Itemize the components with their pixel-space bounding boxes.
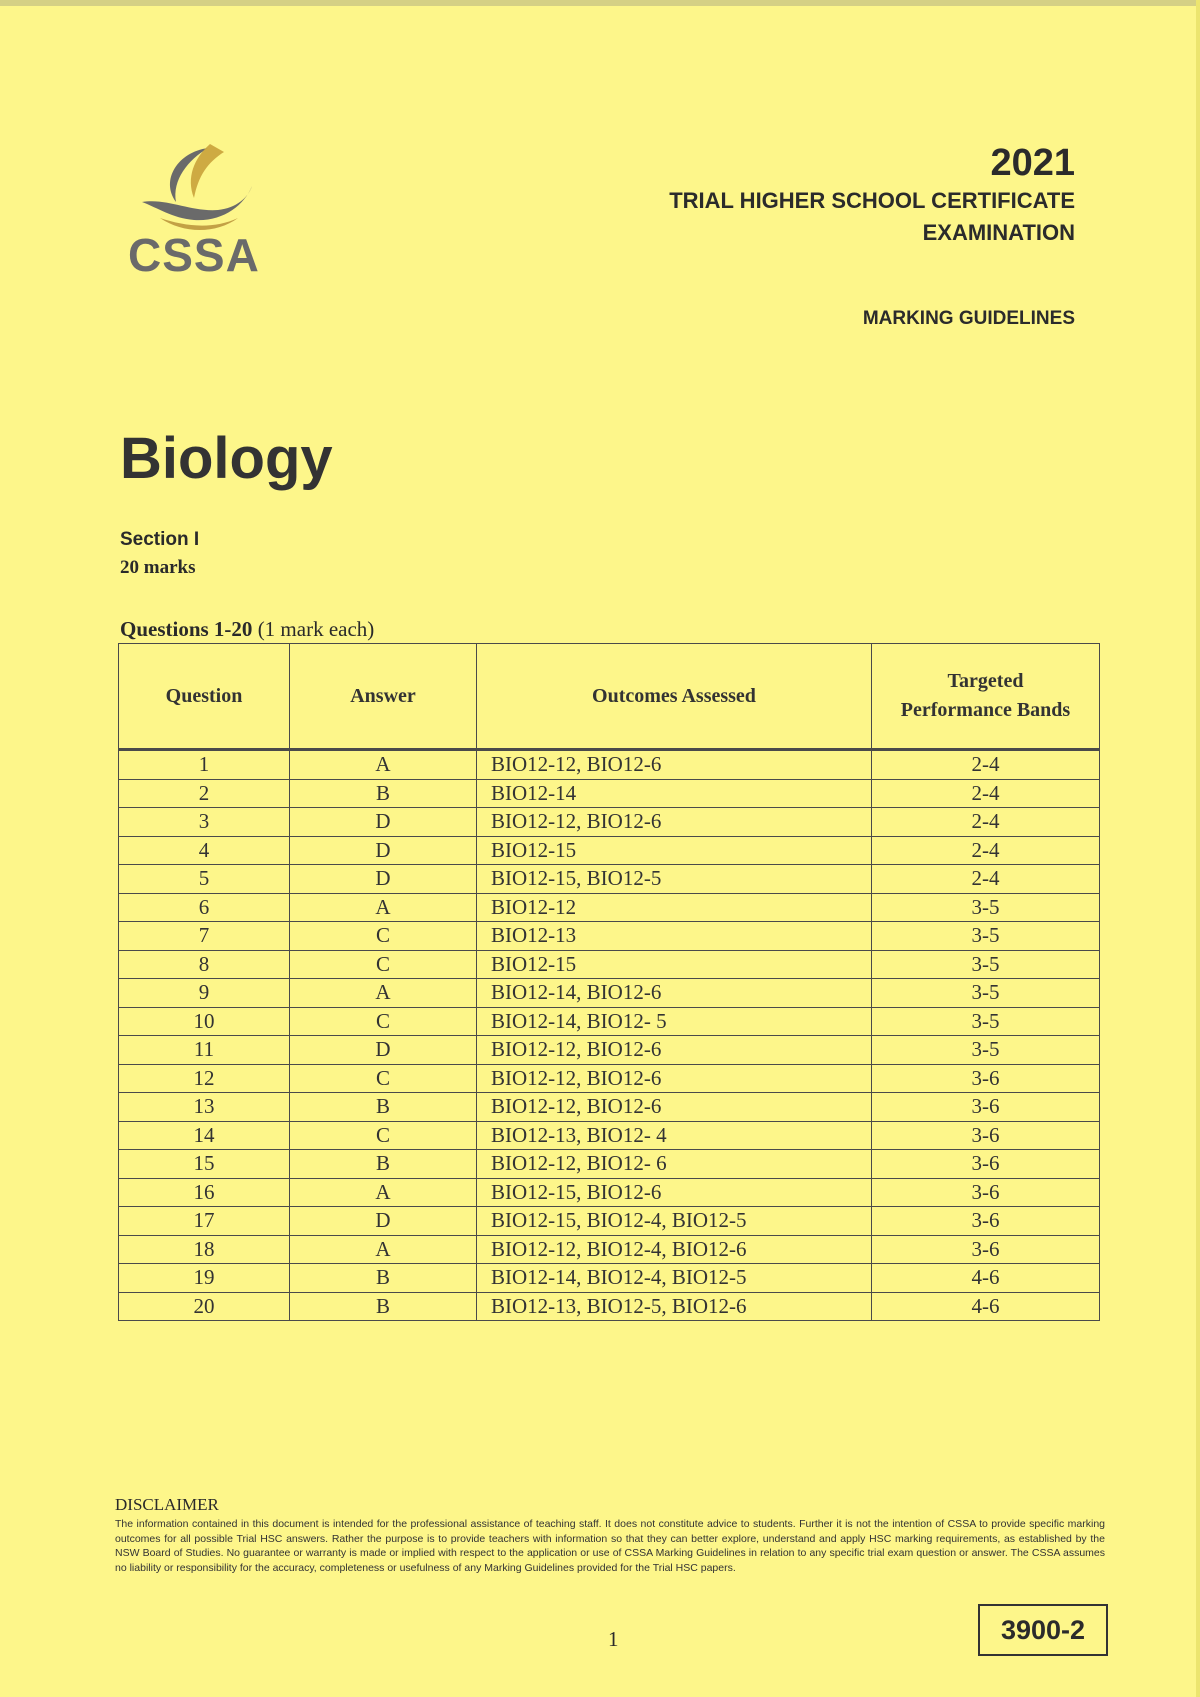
table-row — [119, 950, 1100, 979]
cell-outcomes: BIO12-12, BIO12-6 — [477, 750, 872, 780]
disclaimer-text: The information contained in this document is intended for the professional assistance of teaching staff. It does not constitute advice to students. Further it is not the intention of CSSA to provide specific marking outcomes for all possible Trial HSC answers. Rather the purpose is to provide teachers with information so that they can better explore, understand and apply HSC marking requirements, as established by the NSW Board of Studies. No guarantee or warranty is made or implied with respect to the application or use of CSSA Marking Guidelines in relation to any specific trial exam question or answer. The CSSA assumes no liability or responsibility for the accuracy, completeness or usefulness of any Marking Guidelines provided for the Trial HSC papers. — [115, 1518, 1105, 1574]
page-number: 1 — [608, 1627, 619, 1651]
cell-answer: D — [290, 865, 477, 894]
cell-outcomes: BIO12-15, BIO12-5 — [477, 865, 872, 894]
cell-answer: A — [290, 1235, 477, 1264]
header-bands-line2: Performance Bands — [900, 699, 1071, 721]
cell-bands: 2-4 — [872, 750, 1100, 780]
cell-answer: D — [290, 1036, 477, 1065]
cell-bands: 2-4 — [872, 865, 1100, 894]
marking-guidelines-label: MARKING GUIDELINES — [862, 308, 1075, 329]
cell-bands: 3-6 — [872, 1150, 1100, 1179]
cell-bands: 3-6 — [872, 1178, 1100, 1207]
cell-bands: 3-5 — [872, 950, 1100, 979]
cell-bands: 4-6 — [872, 1264, 1100, 1293]
cell-answer: D — [290, 808, 477, 837]
cell-bands: 2-4 — [872, 836, 1100, 865]
subject-title: Biology — [120, 426, 333, 491]
header-question: Question — [119, 644, 290, 750]
cell-outcomes: BIO12-12, BIO12- 6 — [477, 1150, 872, 1179]
scan-right-edge — [1196, 0, 1200, 1697]
cell-answer: C — [290, 1007, 477, 1036]
cell-question: 18 — [119, 1235, 290, 1264]
cell-outcomes: BIO12-12 — [477, 893, 872, 922]
cell-bands: 4-6 — [872, 1292, 1100, 1321]
cell-bands: 3-6 — [872, 1093, 1100, 1122]
cell-bands: 2-4 — [872, 808, 1100, 837]
cell-question: 14 — [119, 1121, 290, 1150]
cell-question: 15 — [119, 1150, 290, 1179]
table-row — [119, 1093, 1100, 1122]
table-row — [119, 750, 1100, 780]
cell-answer: D — [290, 836, 477, 865]
cell-question: 17 — [119, 1207, 290, 1236]
cell-outcomes: BIO12-15, BIO12-6 — [477, 1178, 872, 1207]
cell-outcomes: BIO12-15 — [477, 950, 872, 979]
header-answer: Answer — [290, 644, 477, 750]
cell-answer: C — [290, 922, 477, 951]
cell-answer: C — [290, 1064, 477, 1093]
table-row — [119, 808, 1100, 837]
cell-question: 13 — [119, 1093, 290, 1122]
cell-bands: 3-5 — [872, 893, 1100, 922]
cell-bands: 3-5 — [872, 922, 1100, 951]
cell-question: 2 — [119, 779, 290, 808]
table-row — [119, 1121, 1100, 1150]
cell-answer: B — [290, 1264, 477, 1293]
cell-bands: 3-5 — [872, 1007, 1100, 1036]
cell-answer: B — [290, 779, 477, 808]
cell-answer: C — [290, 1121, 477, 1150]
cell-question: 12 — [119, 1064, 290, 1093]
logo-text: CSSA — [128, 229, 260, 281]
cell-answer: A — [290, 893, 477, 922]
cell-outcomes: BIO12-14, BIO12-4, BIO12-5 — [477, 1264, 872, 1293]
cell-outcomes: BIO12-13 — [477, 922, 872, 951]
exam-title-line1: TRIAL HIGHER SCHOOL CERTIFICATE — [669, 188, 1075, 213]
cell-answer: B — [290, 1292, 477, 1321]
section-title: Section I — [120, 529, 200, 550]
cell-outcomes: BIO12-12, BIO12-6 — [477, 1036, 872, 1065]
cell-outcomes: BIO12-12, BIO12-6 — [477, 1093, 872, 1122]
cell-question: 20 — [119, 1292, 290, 1321]
table-row — [119, 1150, 1100, 1179]
cell-answer: A — [290, 1178, 477, 1207]
cell-question: 11 — [119, 1036, 290, 1065]
cell-outcomes: BIO12-15, BIO12-4, BIO12-5 — [477, 1207, 872, 1236]
cell-answer: B — [290, 1093, 477, 1122]
cell-bands: 3-6 — [872, 1207, 1100, 1236]
cell-answer: B — [290, 1150, 477, 1179]
cell-answer: A — [290, 750, 477, 780]
cell-question: 6 — [119, 893, 290, 922]
table-row — [119, 1036, 1100, 1065]
header-outcomes: Outcomes Assessed — [477, 644, 872, 750]
cssa-logo — [128, 140, 268, 285]
table-row — [119, 836, 1100, 865]
cell-bands: 3-6 — [872, 1064, 1100, 1093]
questions-caption — [120, 617, 374, 642]
exam-title-line2: EXAMINATION — [922, 220, 1075, 245]
cell-question: 1 — [119, 750, 290, 780]
questions-range: Questions 1-20 — [120, 617, 253, 641]
cell-answer: D — [290, 1207, 477, 1236]
leaf-logo-icon — [138, 140, 258, 235]
cell-question: 8 — [119, 950, 290, 979]
cell-question: 16 — [119, 1178, 290, 1207]
exam-year: 2021 — [990, 142, 1075, 184]
cell-answer: A — [290, 979, 477, 1008]
table-row — [119, 1178, 1100, 1207]
cell-bands: 3-6 — [872, 1121, 1100, 1150]
cell-answer: C — [290, 950, 477, 979]
table-row — [119, 1292, 1100, 1321]
cell-outcomes: BIO12-14, BIO12-6 — [477, 979, 872, 1008]
header-bands — [872, 644, 1100, 750]
table-row — [119, 1064, 1100, 1093]
table-row — [119, 865, 1100, 894]
cell-question: 4 — [119, 836, 290, 865]
cell-outcomes: BIO12-13, BIO12-5, BIO12-6 — [477, 1292, 872, 1321]
cell-question: 19 — [119, 1264, 290, 1293]
paper-code: 3900-2 — [978, 1604, 1108, 1656]
answer-table — [118, 643, 1100, 1321]
cell-bands: 2-4 — [872, 779, 1100, 808]
scan-top-edge — [0, 0, 1200, 6]
cell-outcomes: BIO12-14, BIO12- 5 — [477, 1007, 872, 1036]
section-marks: 20 marks — [120, 557, 196, 578]
cell-question: 3 — [119, 808, 290, 837]
cell-outcomes: BIO12-14 — [477, 779, 872, 808]
cell-question: 5 — [119, 865, 290, 894]
table-row — [119, 779, 1100, 808]
cell-outcomes: BIO12-13, BIO12- 4 — [477, 1121, 872, 1150]
cell-outcomes: BIO12-12, BIO12-6 — [477, 808, 872, 837]
table-row — [119, 1007, 1100, 1036]
questions-note: (1 mark each) — [252, 617, 375, 641]
cell-outcomes: BIO12-12, BIO12-6 — [477, 1064, 872, 1093]
table-row — [119, 1235, 1100, 1264]
table-row — [119, 1264, 1100, 1293]
table-header-row — [119, 644, 1100, 750]
table-row — [119, 922, 1100, 951]
cell-question: 9 — [119, 979, 290, 1008]
cell-bands: 3-5 — [872, 1036, 1100, 1065]
table-row — [119, 979, 1100, 1008]
header-bands-line1: Targeted — [947, 670, 1024, 692]
table-row — [119, 893, 1100, 922]
cell-outcomes: BIO12-15 — [477, 836, 872, 865]
table-row — [119, 1207, 1100, 1236]
cell-question: 7 — [119, 922, 290, 951]
cell-bands: 3-6 — [872, 1235, 1100, 1264]
cell-question: 10 — [119, 1007, 290, 1036]
cell-outcomes: BIO12-12, BIO12-4, BIO12-6 — [477, 1235, 872, 1264]
cell-bands: 3-5 — [872, 979, 1100, 1008]
disclaimer-title: DISCLAIMER — [115, 1495, 219, 1514]
